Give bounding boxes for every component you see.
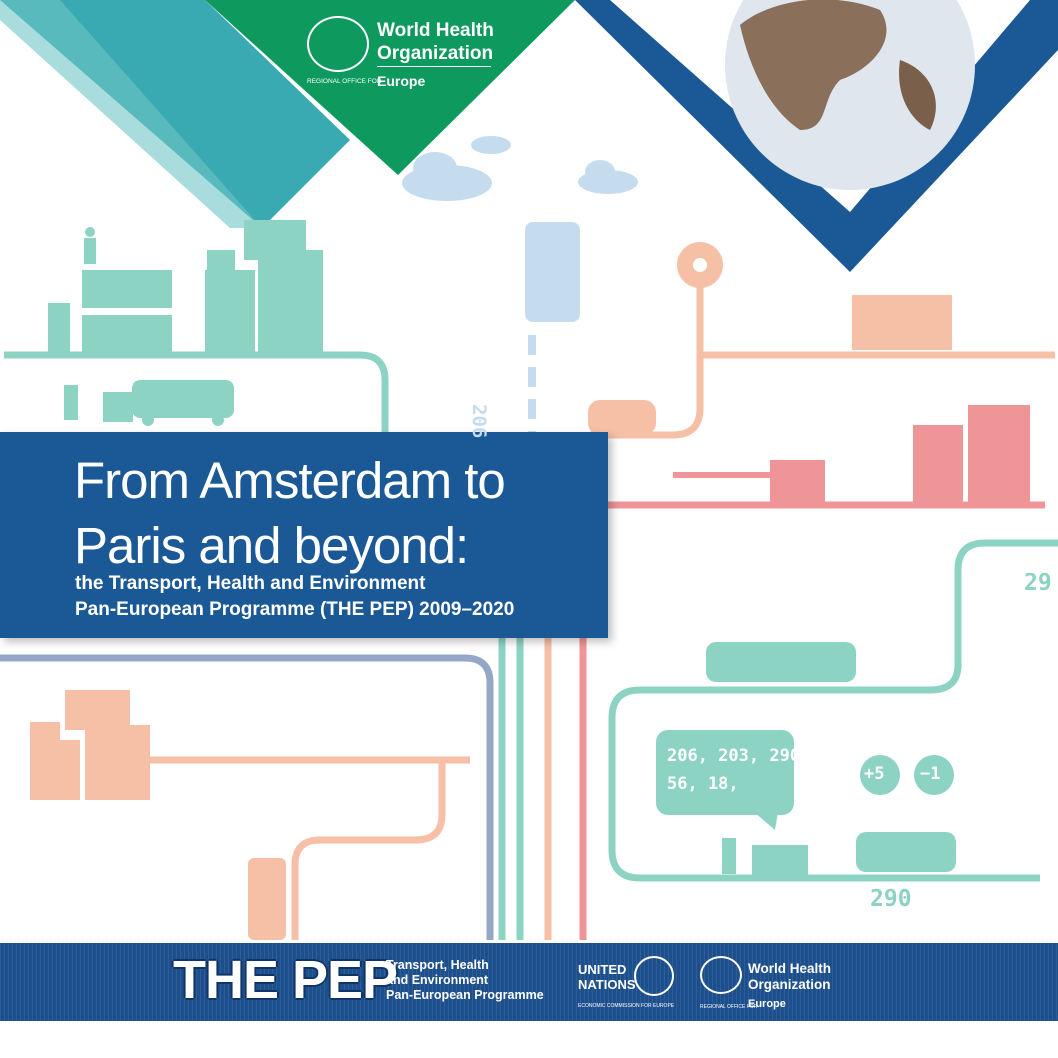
minus-badge: −1 [920,764,941,784]
orange-city [30,690,286,940]
cloud-shapes [402,136,638,201]
vertical-route-number: 206 [468,404,490,439]
footer-band [0,943,1058,1021]
route-number-right: 29 [1024,570,1052,596]
teal-bus [64,380,234,426]
pep-desc-line3: Pan-European Programme [386,988,544,1002]
bubble-line-2: 56, 18, [667,774,739,794]
orange-items [588,242,952,435]
who-header-logo [305,14,500,94]
people-group [82,270,172,353]
stop-marker [693,258,707,272]
region-label: Europe [377,73,426,89]
who-name-line2: Organization [377,43,494,64]
who-emblem-footer-icon [700,956,742,994]
un-emblem-footer-icon [634,956,674,996]
footer-who-line2: Organization [748,977,831,992]
subtitle-line-2: Pan-European Programme (THE PEP) 2009–2020 [75,599,515,620]
pep-logo: THE PEP [173,950,398,1010]
subtitle-line-1: the Transport, Health and Environment [75,573,426,594]
vertical-bus [525,222,580,432]
un-line1: UNITED [578,962,627,977]
un-emblem-icon [307,16,369,72]
who-divider [377,66,491,67]
pink-city [673,405,1030,502]
title-line-1: From Amsterdam to [74,452,505,509]
un-sub: ECONOMIC COMMISSION FOR EUROPE [578,1003,675,1009]
who-name-line1: World Health [377,20,494,41]
footer-who-line1: World Health [748,961,832,976]
bubble-line-1: 206, 203, 290 [667,746,801,766]
bottom-route-number: 290 [870,886,912,912]
pep-desc-line2: and Environment [386,973,489,987]
pep-desc-line1: Transport, Health [386,958,489,972]
un-line2: NATIONS [578,977,636,992]
footer-who-regional: REGIONAL OFFICE FOR [700,1004,758,1010]
regional-label: REGIONAL OFFICE FOR [307,78,382,85]
plus-badge: +5 [864,764,885,784]
title-line-2: Paris and beyond: [74,517,469,574]
footer-who-region: Europe [748,998,786,1010]
